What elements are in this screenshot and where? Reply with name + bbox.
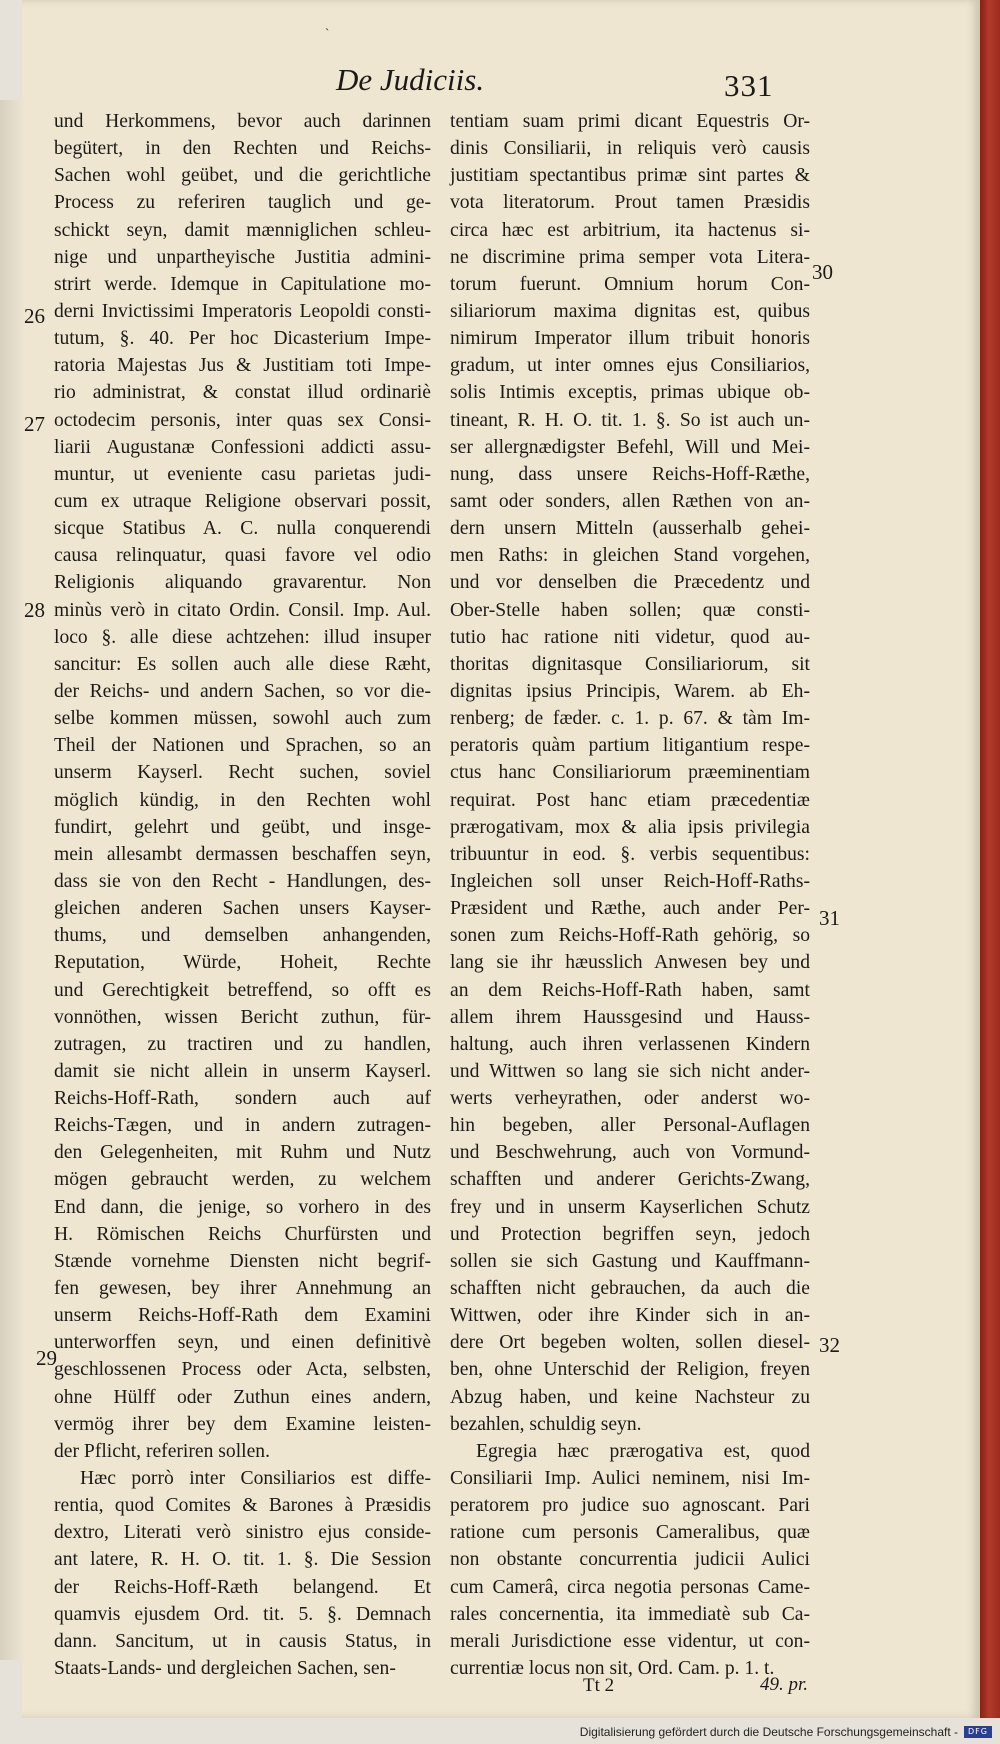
text-line: muntur, ut eveniente casu parietas judi- <box>54 463 431 485</box>
text-line: unserm Reichs-Hoff-Rath dem Examini <box>54 1305 431 1327</box>
text-line: ant latere, R. H. O. tit. 1. §. Die Session <box>54 1549 431 1571</box>
text-line: dern unsern Mitteln (ausserhalb gehei- <box>450 518 810 540</box>
text-line: Præsident und Ræthe, auch ander Per- <box>450 898 810 920</box>
text-line: werts verheyrathen, oder anderst wo- <box>450 1088 810 1110</box>
text-line: Hæc porrò inter Consiliarios est diffe- <box>80 1468 431 1490</box>
text-line: rales concernentia, ita immediatè sub Ca- <box>450 1603 810 1625</box>
text-line: begütert, in den Rechten und Reichs- <box>54 138 431 160</box>
text-line: peratoris quàm partium litigantium respe- <box>450 735 810 757</box>
text-line: solis Intimis exceptis, primas ubique ob- <box>450 382 810 404</box>
text-line: Staats-Lands- und dergleichen Sachen, sen- <box>54 1658 396 1680</box>
text-line: vonnöthen, wissen Bericht zuthun, für- <box>54 1006 431 1028</box>
running-title: De Judiciis. <box>336 62 485 97</box>
text-line: ctus hanc Consiliariorum præeminentiam <box>450 762 810 784</box>
text-line: frey und in unserm Kayserlichen Schutz <box>450 1196 810 1218</box>
margin-number-27: 27 <box>24 412 45 436</box>
text-line: Process zu referiren tauglich und ge- <box>54 192 431 214</box>
signature-mark: Tt 2 <box>583 1675 615 1696</box>
text-line: tentiam suam primi dicant Equestris Or- <box>450 111 810 132</box>
catchword: 49. pr. <box>760 1674 809 1695</box>
text-line: vota literatorum. Prout tamen Præsidis <box>450 192 810 214</box>
right-text-column <box>450 108 810 1682</box>
text-line: End dann, die jenige, so vorhero in des <box>54 1196 431 1218</box>
text-line: sicque Statibus A. C. nulla conquerendi <box>54 518 431 540</box>
text-line: Reputation, Würde, Hoheit, Rechte <box>54 952 431 974</box>
text-line: Stænde vornehme Diensten nicht begrif- <box>54 1250 431 1272</box>
text-line: sollen sie sich Gastung und Kauffmann- <box>450 1250 810 1272</box>
margin-number-31: 31 <box>819 906 840 930</box>
text-line: rio administrat, & constat illud ordinariè <box>54 382 431 404</box>
text-line: torum fuerunt. Omnium horum Con- <box>450 273 810 295</box>
page-number: 331 <box>724 68 774 103</box>
text-line: und Protection begriffen seyn, jedoch <box>450 1223 810 1245</box>
text-line: der Reichs-Hoff-Ræth belangend. Et <box>54 1576 431 1598</box>
text-line: derni Invictissimi Imperatoris Leopoldi consti- <box>54 300 431 322</box>
margin-number-26: 26 <box>24 304 45 328</box>
text-line: nimirum Imperator illum tribuit honoris <box>450 328 810 350</box>
text-line: liarii Augustanæ Confessioni addicti assu- <box>54 436 431 458</box>
text-line: Theil der Nationen und Sprachen, so an <box>54 735 431 757</box>
text-line: den Gelegenheiten, mit Ruhm und Nutz <box>54 1142 431 1164</box>
dfg-logo: DFG <box>964 1726 992 1738</box>
text-line: cum ex utraque Religione observari possit, <box>54 490 431 512</box>
text-line: bezahlen, schuldig seyn. <box>450 1413 642 1435</box>
text-line: der Reichs- und andern Sachen, so vor die- <box>54 680 431 702</box>
margin-number-29: 29 <box>36 1346 57 1370</box>
digitization-credit: Digitalisierung gefördert durch die Deutsche Forschungsgemeinschaft - <box>579 1725 958 1739</box>
text-line: tutio hac ratione niti videtur, quod au- <box>450 626 810 648</box>
text-line: Religionis aliquando gravarentur. Non <box>54 572 431 594</box>
text-line: dignitas ipsius Principis, Warem. ab Eh- <box>450 680 810 702</box>
text-line: cum Camerâ, circa negotia personas Came- <box>450 1576 810 1598</box>
text-line: Reichs-Hoff-Rath, sondern auch auf <box>54 1088 431 1110</box>
text-line: dextro, Literati verò sinistro ejus conside- <box>54 1522 431 1544</box>
text-line: allem ihrem Haussgesind und Hauss- <box>450 1006 810 1028</box>
text-line: und Gerechtigkeit betreffend, so offt es <box>54 979 431 1001</box>
text-line: unserm Kayserl. Recht suchen, soviel <box>54 762 431 784</box>
text-line: men Raths: in gleichen Stand vorgehen, <box>450 545 810 567</box>
text-line: currentiæ locus non sit, Ord. Cam. p. 1. t. <box>450 1658 775 1680</box>
margin-number-28: 28 <box>24 598 45 622</box>
text-line: und vor denselben die Præcedentz und <box>450 572 810 594</box>
left-text-column <box>54 108 431 1682</box>
text-line: justitiam spectantibus primæ sint partes & <box>450 165 810 187</box>
text-line: mögen gebraucht werden, zu welchem <box>54 1169 431 1191</box>
text-line: schickt seyn, damit mænniglichen schleu- <box>54 219 431 241</box>
text-line: und Beschwehrung, auch von Vormund- <box>450 1142 810 1164</box>
text-line: mein allesambt dermassen beschaffen seyn, <box>54 843 431 865</box>
text-line: quamvis ejusdem Ord. tit. 5. §. Demnach <box>54 1603 431 1625</box>
text-line: tineant, R. H. O. tit. 1. §. So ist auch un- <box>450 409 810 431</box>
text-line: dann. Sancitum, ut in causis Status, in <box>54 1630 431 1652</box>
text-line: Egregia hæc prærogativa est, quod <box>476 1440 810 1462</box>
text-line: haltung, auch ihren verlassenen Kindern <box>450 1033 810 1055</box>
text-line: rentia, quod Comites & Barones à Præsidis <box>54 1495 431 1517</box>
book-cover-edge <box>980 0 1000 1718</box>
text-line: ne discrimine prima semper vota Litera- <box>450 246 810 268</box>
text-line: an dem Reichs-Hoff-Rath haben, samt <box>450 979 810 1001</box>
text-line: Reichs-Tægen, und in andern zutragen- <box>54 1115 431 1137</box>
text-line: und Herkommens, bevor auch darinnen <box>54 111 431 132</box>
text-line: lang sie ihr hæusslich Anwesen bey und <box>450 952 810 974</box>
text-line: samt oder sonders, allen Ræthen von an- <box>450 490 810 512</box>
text-line: Sachen wohl geübet, und die gerichtliche <box>54 165 431 187</box>
text-line: ben, ohne Unterschid der Religion, freyen <box>450 1359 810 1381</box>
text-line: tribuuntur in eod. §. verbis sequentibus: <box>450 843 810 865</box>
text-line: möglich kündig, in den Rechten wohl <box>54 789 431 811</box>
text-line: causa relinquatur, quasi favore vel odio <box>54 545 431 567</box>
text-line: octodecim personis, inter quas sex Consi- <box>54 409 431 431</box>
text-line: fundirt, gelehrt und geübt, und insge- <box>54 816 431 838</box>
previous-page-edge <box>0 100 23 1660</box>
text-line: dass sie von den Recht - Handlungen, des- <box>54 870 431 892</box>
text-line: nung, dass unsere Reichs-Hoff-Ræthe, <box>450 463 810 485</box>
text-line: ser allergnædigster Befehl, Will und Mei- <box>450 436 810 458</box>
text-line: selbe kommen müssen, sowohl auch zum <box>54 708 431 730</box>
text-line: gleichen anderen Sachen unsers Kayser- <box>54 898 431 920</box>
text-line: thoritas dignitasque Consiliariorum, sit <box>450 653 810 675</box>
text-line: minùs verò in citato Ordin. Consil. Imp. Aul. <box>54 599 431 621</box>
margin-number-32: 32 <box>819 1333 840 1357</box>
text-line: peratorem pro judice suo agnoscant. Pari <box>450 1495 810 1517</box>
text-line: circa hæc est arbitrium, ita hactenus si- <box>450 219 810 241</box>
text-line: sonen zum Reichs-Hoff-Rath gehörig, so <box>450 925 810 947</box>
text-line: damit sie nicht allein in unserm Kayserl. <box>54 1060 431 1082</box>
text-line: schafften nicht gebrauchen, da auch die <box>450 1278 810 1300</box>
text-line: vermög ihrer bey dem Examine leisten- <box>54 1413 431 1435</box>
text-line: Wittwen, oder ihre Kinder sich in an- <box>450 1305 810 1327</box>
printer-mark: ˎ <box>325 16 330 31</box>
text-line: ratione cum personis Cameralibus, quæ <box>450 1522 810 1544</box>
text-line: fen gewesen, bey ihrer Annehmung an <box>54 1278 431 1300</box>
text-line: schafften und anderer Gerichts-Zwang, <box>450 1169 810 1191</box>
margin-number-30: 30 <box>812 260 833 284</box>
text-line: H. Römischen Reichs Churfürsten und <box>54 1223 431 1245</box>
text-line: geschlossenen Process oder Acta, selbsten, <box>54 1359 431 1381</box>
text-line: ohne Hülff oder Zuthun eines andern, <box>54 1386 431 1408</box>
text-line: loco §. alle diese achtzehen: illud insuper <box>54 626 431 648</box>
text-line: zutragen, zu tractiren und zu handlen, <box>54 1033 431 1055</box>
text-line: Ober-Stelle haben sollen; quæ consti- <box>450 599 810 621</box>
text-line: Ingleichen soll unser Reich-Hoff-Raths- <box>450 870 810 892</box>
text-line: thums, und demselben anhangenden, <box>54 925 431 947</box>
text-line: requirat. Post hanc etiam præcedentiæ <box>450 789 810 811</box>
text-line: hin begeben, aller Personal-Auflagen <box>450 1115 810 1137</box>
text-line: tutum, §. 40. Per hoc Dicasterium Impe- <box>54 328 431 350</box>
text-line: Abzug haben, und keine Nachsteur zu <box>450 1386 810 1408</box>
text-line: nige und unpartheyische Justitia admini- <box>54 246 431 268</box>
text-line: merali Jurisdictione esse videntur, ut con- <box>450 1630 810 1652</box>
text-line: der Pflicht, referiren sollen. <box>54 1440 270 1462</box>
text-line: Consiliarii Imp. Aulici neminem, nisi Im- <box>450 1468 810 1490</box>
text-line: unterworffen seyn, und einen definitivè <box>54 1332 431 1354</box>
text-line: und Wittwen so lang sie sich nicht ander- <box>450 1060 810 1082</box>
text-line: dinis Consiliarii, in reliquis verò causis <box>450 138 810 160</box>
text-line: prærogativam, mox & alia ipsis privilegia <box>450 816 810 838</box>
text-line: strirt werde. Idemque in Capitulatione mo- <box>54 273 431 295</box>
text-line: ratoria Majestas Jus & Justitiam toti Impe- <box>54 355 431 377</box>
text-line: sancitur: Es sollen auch alle diese Ræht, <box>54 653 431 675</box>
text-line: siliariorum maxima dignitas est, quibus <box>450 300 810 322</box>
text-line: non obstante concurrentia judicii Aulici <box>450 1549 810 1571</box>
text-line: renberg; de fæder. c. 1. p. 67. & tàm Im- <box>450 708 810 730</box>
text-line: gradum, ut inter omnes ejus Consiliarios, <box>450 355 810 377</box>
text-line: dere Ort begeben wolten, sollen diesel- <box>450 1332 810 1354</box>
